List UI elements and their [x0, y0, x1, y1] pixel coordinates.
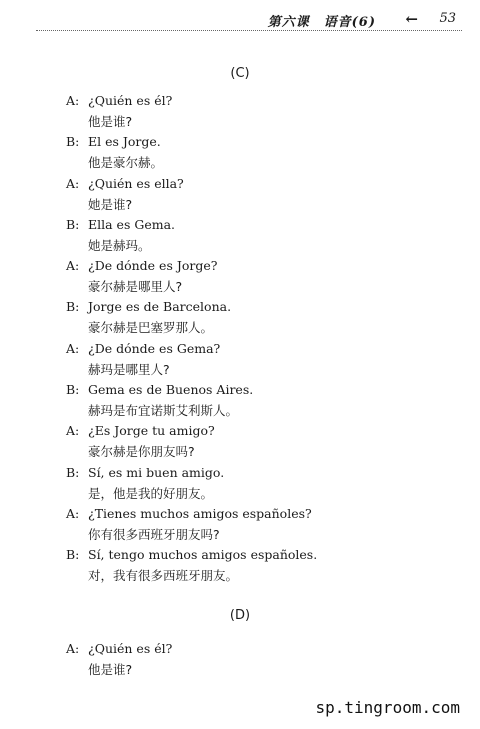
dialog-line — [66, 382, 446, 423]
dialog-line — [66, 423, 446, 464]
chinese-translation: 他是谁? — [88, 662, 133, 677]
spanish-text: El es Jorge. — [88, 134, 161, 150]
dialog-line — [66, 134, 446, 175]
speaker: B: — [66, 382, 80, 398]
speaker: A: — [66, 258, 80, 274]
dialog-line — [66, 641, 446, 682]
dialog-line — [66, 506, 446, 547]
chinese-translation: 豪尔赫是你朋友吗? — [88, 444, 195, 460]
speaker: A: — [66, 93, 80, 108]
spanish-text: ¿Quién es ella? — [88, 175, 184, 191]
page-header — [36, 10, 462, 31]
speaker: A: — [66, 505, 80, 521]
spanish-text: ¿Tienes muchos amigos españoles? — [88, 505, 312, 521]
speaker: A: — [66, 641, 80, 656]
dialog-line — [66, 258, 446, 299]
spanish-text: Gema es de Buenos Aires. — [88, 382, 254, 398]
arrow-left-icon: ← — [405, 10, 418, 28]
chinese-translation: 你有很多西班牙朋友吗? — [88, 526, 220, 542]
dialog-line — [66, 217, 446, 258]
section-label-d: (D) — [229, 608, 251, 623]
spanish-text: ¿De dónde es Gema? — [88, 340, 221, 356]
spanish-text: ¿Quién es él? — [88, 641, 173, 656]
chinese-translation: 对，我有很多西班牙朋友。 — [88, 568, 239, 584]
spanish-text: Sí, es mi buen amigo. — [88, 464, 225, 480]
spanish-text: ¿Quién es él? — [88, 93, 173, 108]
speaker: A: — [66, 340, 80, 356]
watermark: sp.tingroom.com — [315, 698, 460, 717]
spanish-text: Sí, tengo muchos amigos españoles. — [88, 547, 318, 563]
chinese-translation: 她是赫玛。 — [88, 237, 151, 253]
spanish-text: ¿De dónde es Jorge? — [88, 258, 218, 274]
spanish-text: Ella es Gema. — [88, 216, 175, 232]
dialog-d — [66, 641, 446, 682]
page-number: 53 — [439, 11, 456, 26]
speaker: B: — [66, 299, 80, 315]
chapter-title: 第六课 语音(6) — [267, 15, 376, 30]
chinese-translation: 赫玛是布宜诺斯艾利斯人。 — [88, 403, 239, 419]
speaker: B: — [66, 464, 80, 480]
dialog-line — [66, 299, 446, 340]
spanish-text: ¿Es Jorge tu amigo? — [88, 423, 215, 439]
speaker: B: — [66, 547, 80, 563]
dialog-line — [66, 93, 446, 134]
speaker: A: — [66, 175, 80, 191]
chinese-translation: 他是豪尔赫。 — [88, 155, 164, 171]
speaker: A: — [66, 423, 80, 439]
section-label-c: (C) — [230, 66, 250, 81]
dialog-line — [66, 176, 446, 217]
chinese-translation: 豪尔赫是哪里人? — [88, 279, 183, 295]
speaker: B: — [66, 134, 80, 150]
dialog-line — [66, 341, 446, 382]
spanish-text: Jorge es de Barcelona. — [88, 299, 232, 315]
chinese-translation: 豪尔赫是巴塞罗那人。 — [88, 320, 214, 336]
speaker: B: — [66, 216, 80, 232]
dialog-c — [66, 93, 446, 589]
dialog-line — [66, 465, 446, 506]
chinese-translation: 他是谁? — [88, 114, 133, 129]
chinese-translation: 她是谁? — [88, 196, 133, 212]
chinese-translation: 赫玛是哪里人? — [88, 361, 170, 377]
dialog-line — [66, 547, 446, 588]
chinese-translation: 是，他是我的好朋友。 — [88, 485, 214, 501]
